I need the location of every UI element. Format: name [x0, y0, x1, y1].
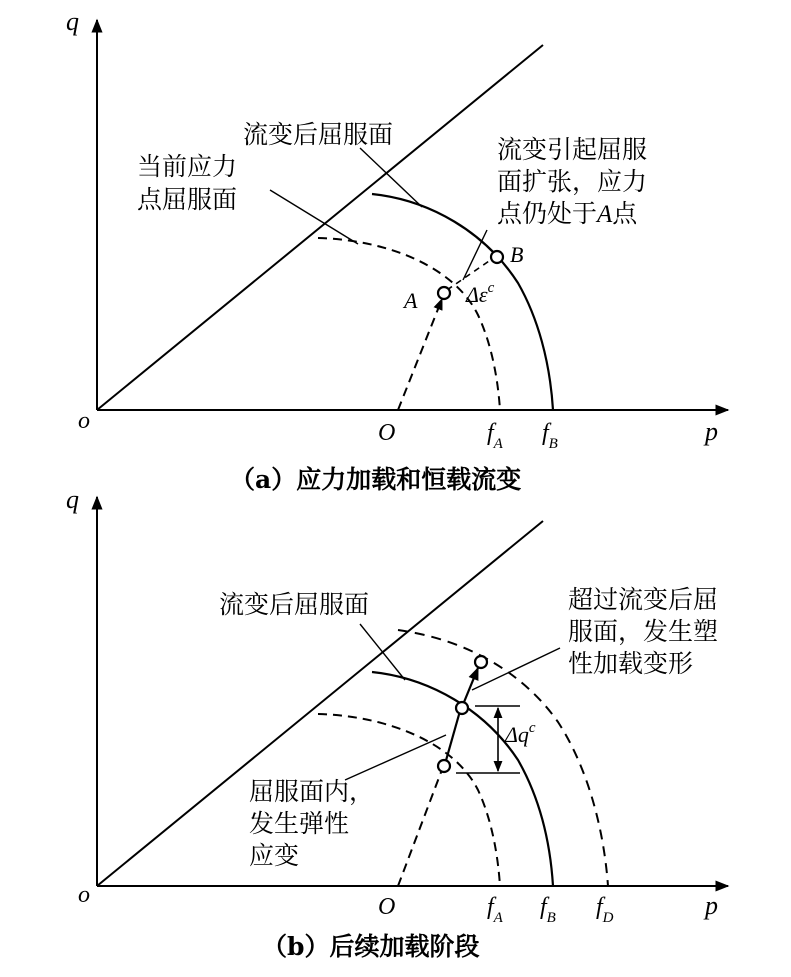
- label-exceed-b-1: 超过流变后屈: [568, 585, 719, 614]
- loading-path-a: [398, 299, 442, 410]
- label-expand-a-3: [497, 199, 638, 228]
- stress-point-A: [438, 287, 450, 299]
- stress-point-B: [491, 251, 503, 263]
- label-expand-a-3-suffix: 点: [612, 199, 638, 228]
- delta-eps-main: Δε: [466, 282, 488, 307]
- delta-eps-label: [465, 280, 495, 307]
- point-B-label: B: [510, 242, 524, 267]
- loading-path-plastic-b: [445, 711, 460, 764]
- leader-inside-b: [345, 735, 446, 780]
- stress-point-on-surface-b: [456, 702, 468, 714]
- label-expand-a-3-italic: A: [597, 201, 613, 228]
- label-after-creep-a: 流变后屈服面: [243, 120, 394, 149]
- delta-q-sup: c: [528, 720, 536, 736]
- fA-sub-a: A: [493, 436, 503, 452]
- loading-path-plastic-b2: [462, 668, 478, 707]
- panel-b: [66, 485, 728, 961]
- leader-current-a: [270, 190, 358, 244]
- fD-main-b: f: [596, 894, 603, 920]
- point-O-label-b: O: [378, 894, 396, 920]
- label-current-a-2: 点屈服面: [137, 185, 238, 214]
- axis-p-label-a: p: [705, 417, 718, 446]
- axis-p-label-b: p: [705, 891, 718, 920]
- fA-main-a: f: [487, 420, 494, 446]
- fA-label-b: [487, 894, 504, 926]
- axis-q-label-a: q: [66, 7, 79, 36]
- yield-surface-current-a: [318, 238, 500, 410]
- label-expand-a-3-prefix: 点仍处于: [497, 199, 598, 228]
- label-expand-a-2: 面扩张，应力: [497, 167, 648, 196]
- fB-sub-b: B: [546, 910, 556, 926]
- caption-b: （b）后续加载阶段: [262, 932, 480, 961]
- leader-exceed-b: [472, 648, 560, 690]
- origin-label-b: o: [78, 882, 90, 908]
- label-inside-b-2: 发生弹性: [249, 809, 350, 838]
- fB-main-b: f: [540, 894, 547, 920]
- delta-q-main: Δq: [505, 722, 529, 747]
- fD-label-b: [596, 894, 614, 926]
- panel-a: [66, 7, 728, 494]
- axis-q-label-b: q: [66, 485, 79, 514]
- origin-label-a: o: [78, 408, 90, 434]
- label-inside-b-3: 应变: [249, 841, 300, 870]
- label-expand-a-1: 流变引起屈服: [497, 135, 648, 164]
- label-exceed-b-2: 服面，发生塑: [568, 617, 719, 646]
- point-A-label: A: [404, 288, 418, 313]
- fB-label-a: [542, 420, 558, 452]
- fB-main-a: f: [542, 420, 549, 446]
- stress-point-outer-b: [475, 656, 487, 668]
- delta-eps-sup: c: [487, 280, 495, 296]
- label-inside-b-1: 屈服面内，: [249, 777, 375, 806]
- loading-path-elastic-b: [398, 767, 443, 886]
- leader-expand-a: [463, 230, 487, 280]
- label-current-a-1: 当前应力: [137, 152, 238, 181]
- fB-sub-a: B: [548, 436, 558, 452]
- fA-label-a: [487, 420, 504, 452]
- fA-main-b: f: [487, 894, 494, 920]
- fB-label-b: [540, 894, 556, 926]
- label-exceed-b-3: 性加载变形: [568, 649, 694, 678]
- stress-point-inside-b: [438, 760, 450, 772]
- failure-line-a: [97, 45, 543, 410]
- point-O-label-a: O: [378, 420, 396, 446]
- delta-q-label: [504, 720, 536, 747]
- label-after-creep-b: 流变后屈服面: [219, 590, 370, 619]
- fD-sub-b: D: [602, 910, 614, 926]
- leader-after-creep-a: [360, 148, 422, 207]
- caption-a: （a）应力加载和恒载流变: [230, 465, 522, 494]
- leader-after-creep-b: [360, 624, 405, 680]
- fA-sub-b: A: [493, 910, 503, 926]
